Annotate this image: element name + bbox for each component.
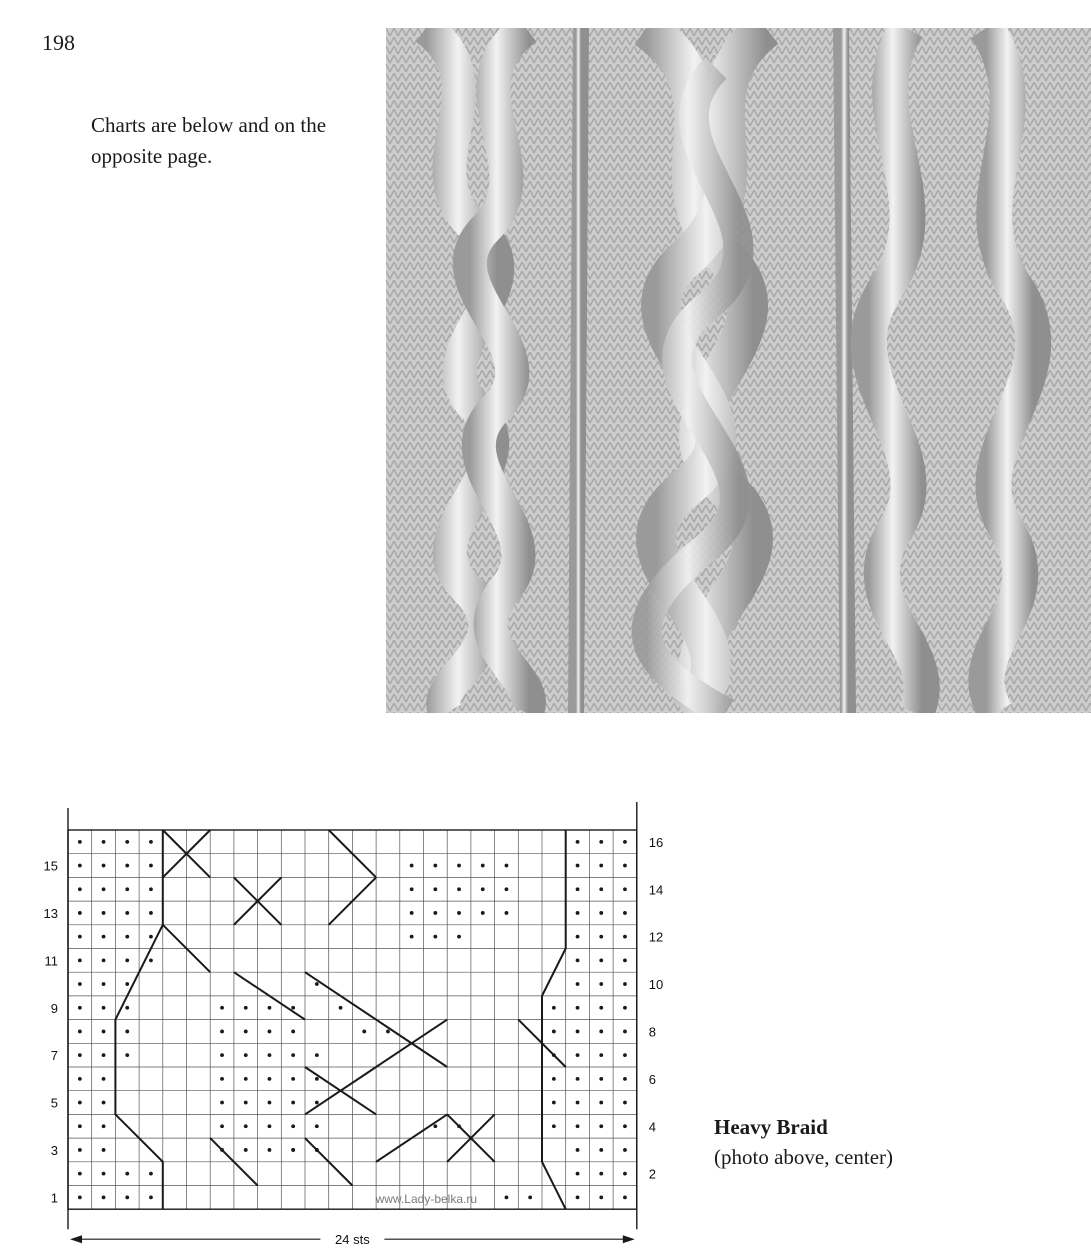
purl-dot [268,1148,272,1152]
purl-dot [102,1124,106,1128]
right-row-label: 16 [648,834,664,850]
purl-dot [149,864,153,868]
purl-dot [599,1077,603,1081]
purl-dot [576,887,580,891]
purl-dot [149,958,153,962]
purl-dot [291,1124,295,1128]
purl-dot [599,1124,603,1128]
purl-dot [599,1006,603,1010]
purl-dot [291,1077,295,1081]
purl-dot [125,982,129,986]
arrow-left-icon [70,1235,82,1243]
purl-dot [481,911,485,915]
purl-dot [102,840,106,844]
purl-dot [623,1030,627,1034]
purl-dot [552,1077,556,1081]
chart-title: Heavy Braid [714,1115,828,1139]
purl-dot [410,935,414,939]
left-row-label: 3 [50,1142,58,1158]
purl-dot [481,864,485,868]
purl-dot [433,864,437,868]
purl-dot [78,1124,82,1128]
purl-dot [125,1172,129,1176]
purl-dot [102,1148,106,1152]
purl-dot [623,935,627,939]
purl-dot [599,958,603,962]
purl-dot [576,982,580,986]
purl-dot [102,1172,106,1176]
purl-dot [410,911,414,915]
left-row-label: 13 [43,905,58,921]
purl-dot [268,1077,272,1081]
purl-dot [291,1053,295,1057]
purl-dot [623,840,627,844]
purl-dot [244,1006,248,1010]
purl-dot [125,864,129,868]
purl-dot [576,1195,580,1199]
purl-dot [576,1124,580,1128]
purl-dot [623,982,627,986]
purl-dot [599,1148,603,1152]
purl-dot [149,1195,153,1199]
purl-dot [244,1124,248,1128]
purl-dot [78,887,82,891]
purl-dot [433,1124,437,1128]
purl-dot [599,864,603,868]
purl-dot [599,911,603,915]
purl-dot [576,958,580,962]
purl-dot [149,887,153,891]
purl-dot [78,911,82,915]
purl-dot [102,1077,106,1081]
purl-dot [220,1030,224,1034]
purl-dot [552,1124,556,1128]
purl-dot [528,1195,532,1199]
purl-dot [362,1030,366,1034]
purl-dot [78,840,82,844]
purl-dot [505,911,509,915]
purl-dot [599,1101,603,1105]
purl-dot [78,935,82,939]
purl-dot [291,1006,295,1010]
purl-dot [220,1077,224,1081]
purl-dot [268,1053,272,1057]
purl-dot [244,1077,248,1081]
left-row-label: 5 [50,1095,58,1111]
purl-dot [268,1006,272,1010]
purl-dot [433,887,437,891]
purl-dot [102,1030,106,1034]
right-row-label: 4 [648,1119,657,1135]
purl-dot [410,864,414,868]
purl-dot [78,1101,82,1105]
purl-dot [433,911,437,915]
purl-dot [149,935,153,939]
purl-dot [576,864,580,868]
purl-dot [623,1172,627,1176]
left-row-label: 1 [50,1190,58,1206]
purl-dot [623,958,627,962]
purl-dot [623,887,627,891]
purl-dot [576,911,580,915]
purl-dot [576,1053,580,1057]
knitting-chart [0,790,700,1256]
purl-dot [599,1172,603,1176]
width-label: 24 sts [335,1232,370,1248]
purl-dot [125,911,129,915]
right-row-label: 8 [648,1024,657,1040]
purl-dot [102,1195,106,1199]
purl-dot [244,1148,248,1152]
purl-dot [623,864,627,868]
purl-dot [291,1148,295,1152]
purl-dot [102,958,106,962]
purl-dot [125,887,129,891]
purl-dot [623,1077,627,1081]
chart-caption [714,1112,893,1172]
purl-dot [315,982,319,986]
purl-dot [125,935,129,939]
purl-dot [291,1101,295,1105]
purl-dot [220,1053,224,1057]
purl-dot [576,935,580,939]
right-row-label: 14 [648,882,664,898]
purl-dot [220,1124,224,1128]
purl-dot [315,1101,319,1105]
purl-dot [623,1195,627,1199]
purl-dot [599,1053,603,1057]
watermark-text: www.Lady-belka.ru [375,1192,478,1207]
purl-dot [78,982,82,986]
swatch-photo [386,28,1091,713]
purl-dot [78,1148,82,1152]
purl-dot [78,1006,82,1010]
purl-dot [552,1006,556,1010]
purl-dot [623,1101,627,1105]
purl-dot [599,1195,603,1199]
right-row-label: 12 [648,929,664,945]
purl-dot [505,864,509,868]
purl-dot [268,1124,272,1128]
purl-dot [315,1124,319,1128]
purl-dot [599,1030,603,1034]
purl-dot [433,935,437,939]
purl-dot [78,958,82,962]
purl-dot [576,840,580,844]
purl-dot [410,887,414,891]
purl-dot [623,1124,627,1128]
right-row-label: 10 [648,977,664,993]
purl-dot [102,1053,106,1057]
purl-dot [125,1195,129,1199]
purl-dot [457,935,461,939]
purl-dot [599,982,603,986]
purl-dot [102,864,106,868]
purl-dot [78,1195,82,1199]
purl-dot [125,1030,129,1034]
purl-dot [78,1172,82,1176]
right-row-label: 2 [648,1166,657,1182]
purl-dot [268,1030,272,1034]
purl-dot [149,840,153,844]
intro-text: Charts are below and on the opposite page. [91,113,327,168]
purl-dot [552,1101,556,1105]
purl-dot [576,1030,580,1034]
purl-dot [576,1148,580,1152]
purl-dot [102,1101,106,1105]
page-number: 198 [42,30,75,55]
purl-dot [102,982,106,986]
purl-dot [576,1077,580,1081]
purl-dot [623,1053,627,1057]
purl-dot [505,1195,509,1199]
left-row-label: 11 [44,953,58,969]
purl-dot [78,1053,82,1057]
purl-dot [457,864,461,868]
purl-dot [125,840,129,844]
purl-dot [315,1077,319,1081]
purl-dot [78,1030,82,1034]
purl-dot [149,1172,153,1176]
purl-dot [457,887,461,891]
purl-dot [339,1006,343,1010]
left-row-label: 15 [43,858,58,874]
purl-dot [623,1006,627,1010]
purl-dot [220,1101,224,1105]
purl-dot [125,1053,129,1057]
purl-dot [576,1172,580,1176]
purl-dot [386,1030,390,1034]
purl-dot [576,1101,580,1105]
purl-dot [576,1006,580,1010]
chart-subtitle: (photo above, center) [714,1145,894,1169]
purl-dot [315,1053,319,1057]
purl-dot [599,840,603,844]
arrow-right-icon [623,1235,635,1243]
purl-dot [102,1006,106,1010]
purl-dot [291,1030,295,1034]
purl-dot [149,911,153,915]
purl-dot [102,935,106,939]
purl-dot [244,1101,248,1105]
purl-dot [125,958,129,962]
purl-dot [552,1030,556,1034]
purl-dot [220,1006,224,1010]
purl-dot [125,1006,129,1010]
purl-dot [599,935,603,939]
purl-dot [78,864,82,868]
purl-dot [457,911,461,915]
purl-dot [244,1053,248,1057]
purl-dot [78,1077,82,1081]
left-row-label: 7 [50,1048,58,1064]
purl-dot [599,887,603,891]
purl-dot [268,1101,272,1105]
purl-dot [102,887,106,891]
purl-dot [623,1148,627,1152]
purl-dot [623,911,627,915]
purl-dot [505,887,509,891]
left-row-label: 9 [50,1000,58,1016]
right-row-label: 6 [648,1071,657,1087]
purl-dot [481,887,485,891]
purl-dot [244,1030,248,1034]
purl-dot [102,911,106,915]
